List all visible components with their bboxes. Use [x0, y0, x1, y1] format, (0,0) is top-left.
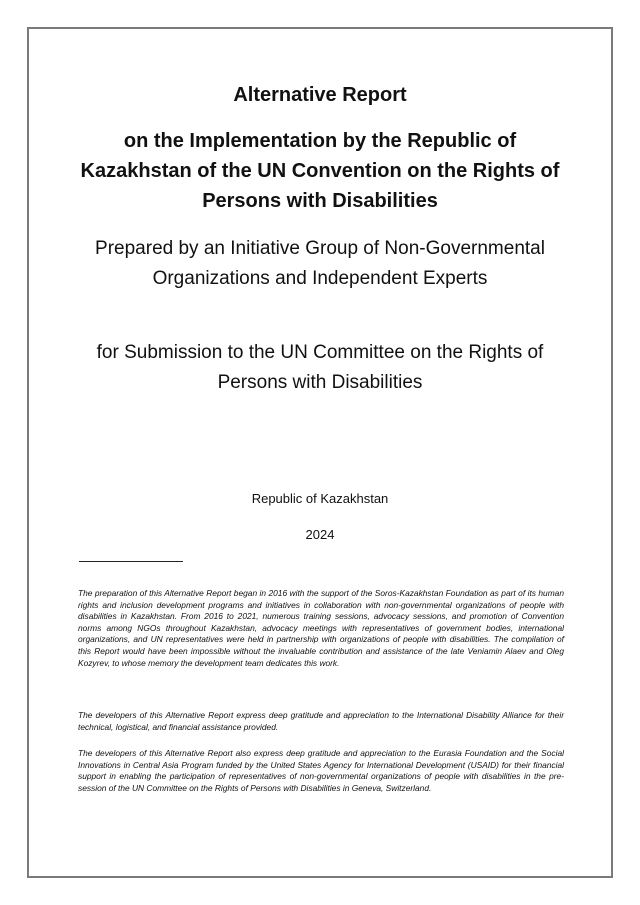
report-title: Alternative Report — [233, 84, 407, 106]
footnote-ida-thanks: The developers of this Alternative Report express deep gratitude and appreciation to the International Disability Alliance for their technical, logistical, and financial assistance provided. — [78, 710, 564, 732]
country: Republic of Kazakhstan — [251, 491, 389, 506]
footnote-preparation: The preparation of this Alternative Report began in 2016 with the support of the Soros-Kazakhstan Foundation as part of its human rights and inclusion development programs and initiatives in collaboration with non-governmental organizations of people with disabilities in Kazakhstan. From 2016 to 2021, numerous training sessions, advocacy sessions, and promotion of Convention norms among NGOs throughout Kazakhstan, advocacy meetings with representatives of government bodies, international organizations, and UN representatives were held in partnership with organizations of people with disabilities. The compilation of this Report would have been impossible without the invaluable contribution and assistance of the late Veniamin Alaev and Oleg Kozyrev, to whose memory the development team dedicates this work. — [78, 588, 564, 668]
year: 2024 — [305, 527, 335, 542]
footnote-separator — [79, 561, 183, 562]
prepared-by: Prepared by an Initiative Group of Non-Governmental Organizations and Independent Experts — [95, 238, 545, 289]
report-subtitle: on the Implementation by the Republic of Kazakhstan of the UN Convention on the Rights of Persons with Disabilities — [80, 130, 560, 212]
footnote-eurasia-thanks: The developers of this Alternative Report also express deep gratitude and appreciation to the Eurasia Foundation and the Social Innovations in Central Asia Program funded by the United States Agency for International Development (USAID) for their financial support in enabling the participation of representatives of non-governmental organizations of people with disabilities in the pre-session of the UN Committee on the Rights of Persons with Disabilities in Geneva, Switzerland. — [78, 748, 564, 793]
submission-note: for Submission to the UN Committee on the Rights of Persons with Disabilities — [96, 342, 544, 393]
